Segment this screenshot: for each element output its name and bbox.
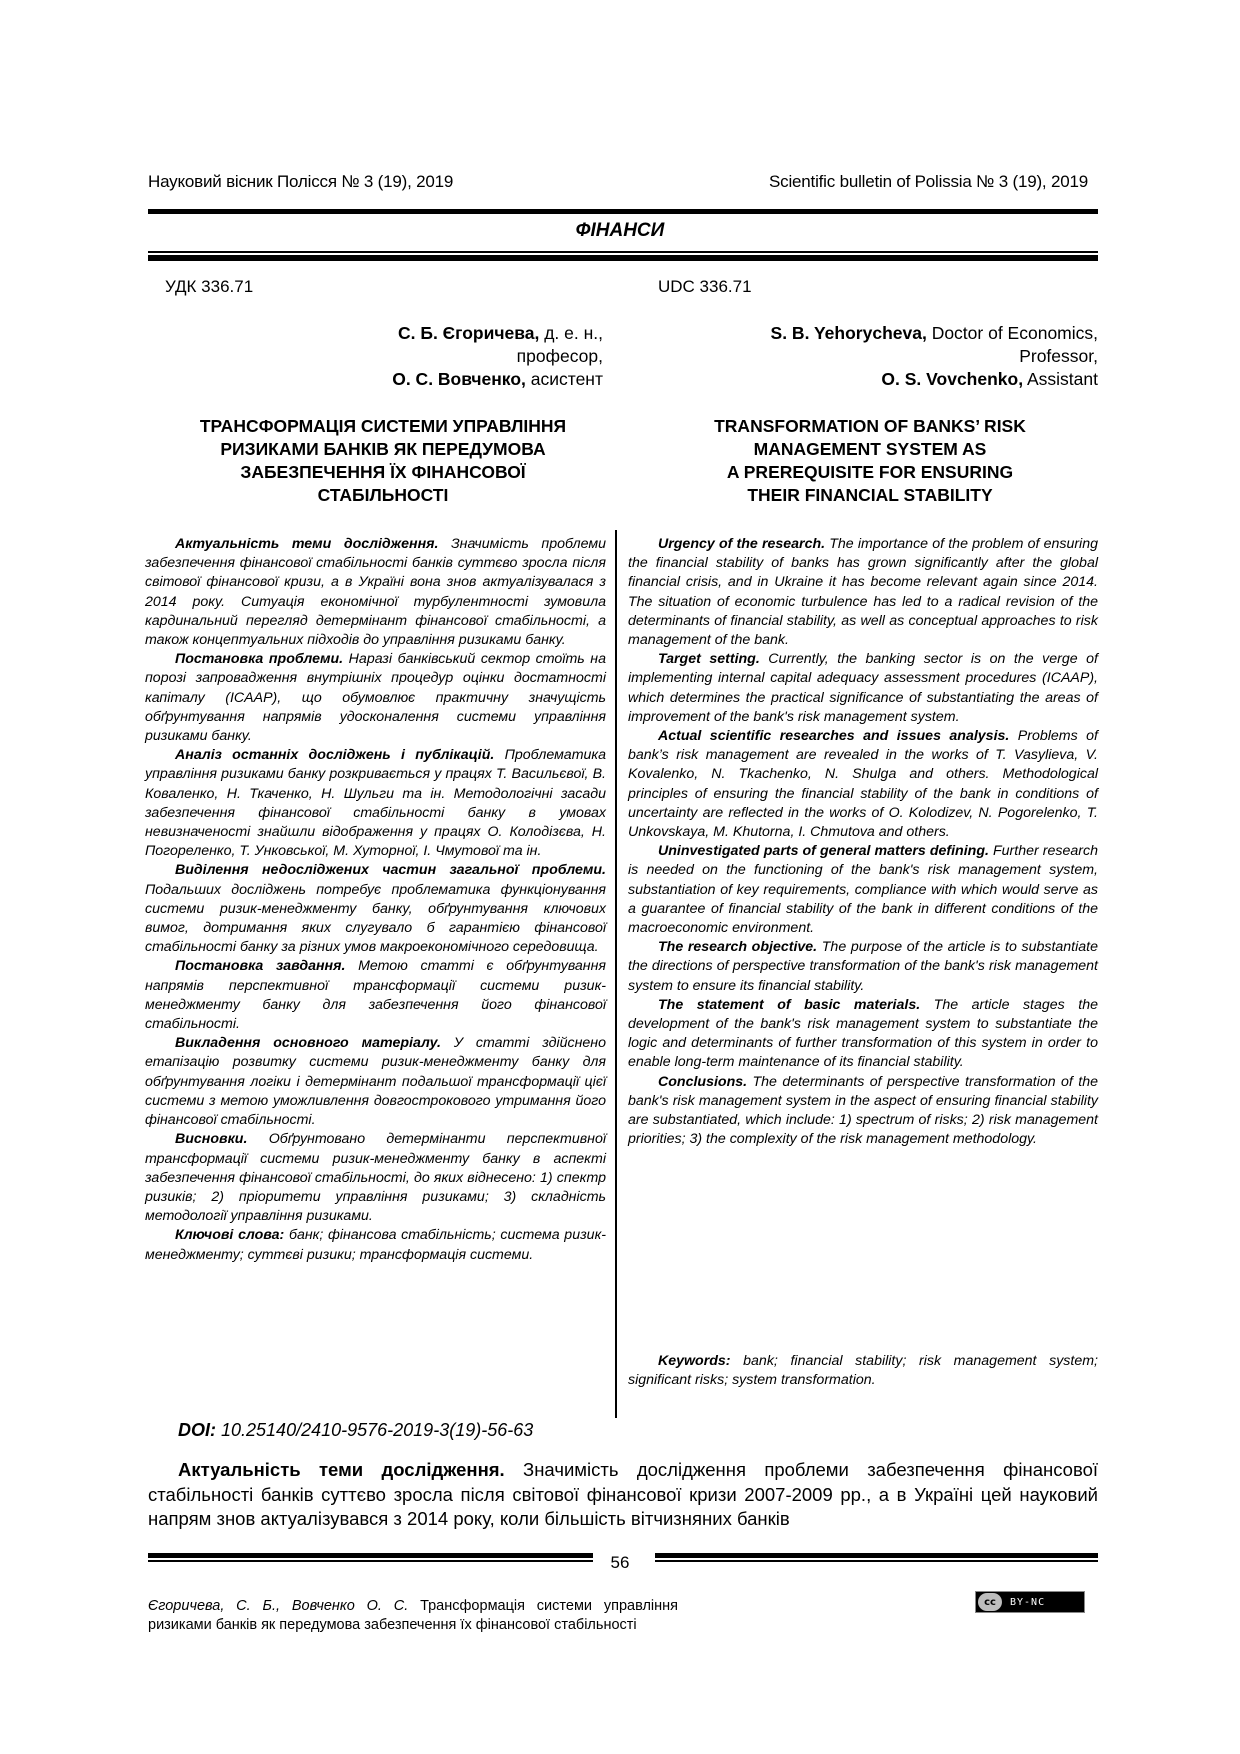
abstract-paragraph: Target setting. Currently, the banking sector is on the verge of implementing internal capital adequacy assessment procedures (ICAAP), which determines the practical significance of substantiating the areas of improvement of the bank's risk management system.: [628, 651, 1098, 725]
author-line: професор,: [516, 346, 603, 366]
abstract-paragraph: Uninvestigated parts of general matters defining. Further research is needed on the functioning of the bank's risk management system, substantiation of key requirements, compliance with which would serve as a guarantee of financial stability of the bank in different conditions of the macroeconomic environment.: [628, 843, 1098, 937]
author-line: S. B. Yehorycheva, Doctor of Economics,: [770, 323, 1098, 343]
abstract-paragraph: Actual scientific researches and issues analysis. Problems of bank’s risk management are revealed in the works of T. Vasylieva, V. Kovalenko, N. Tkachenko, N. Shulga and others. Methodological principles of ensuring the financial stability of the bank in conditions of uncertainty are reflected in the works of O. Kolodizev, N. Pogorelenko, T. Unkovskaya, M. Khutorna, I. Chmutova and others.: [628, 728, 1098, 841]
column-divider: [615, 530, 617, 1418]
authors-en: [640, 322, 1098, 391]
body-text: [148, 1458, 1098, 1532]
udc-en: UDC 336.71: [658, 277, 752, 296]
article-title-ua: ТРАНСФОРМАЦІЯ СИСТЕМИ УПРАВЛІННЯ РИЗИКАМИ БАНКІВ ЯК ПЕРЕДУМОВА ЗАБЕЗПЕЧЕННЯ ЇХ ФІНАНСОВОЇ СТАБІЛЬНОСТІ: [199, 416, 567, 505]
license-badge[interactable]: [975, 1591, 1085, 1613]
abstract-paragraph: Висновки. Обґрунтовано детермінанти перспективної трансформації системи ризик-менеджменту банку в аспекті забезпечення фінансової стабільності, до яких віднесено: 1) спектр ризиків; 2) пріоритети управління ризиками; 3) складність методології управління ризиками.: [145, 1131, 606, 1225]
body-paragraph: Актуальність теми дослідження. Значимість дослідження проблеми забезпечення фінансової стабільності банків суттєво зросла після світової фінансової кризи 2007-2009 рр., а в Україні цей науковий напрям знов актуалізувався з 2014 року, коли більшість вітчизняних банків: [148, 1459, 1098, 1529]
keywords-en: Keywords: bank; financial stability; risk management system; significant risks; system transformation.: [628, 1353, 1098, 1389]
abstract-paragraph: Conclusions. The determinants of perspective transformation of the bank's risk management system in the aspect of ensuring financial stability are substantiated, which include: 1) spectrum of risks; 2) risk management priorities; 3) the complexity of the risk management methodology.: [628, 1073, 1098, 1148]
keywords-ua: Ключові слова: банк; фінансова стабільність; система ризик-менеджменту; суттєві ризики; трансформація системи.: [145, 1227, 606, 1263]
running-head-right: Scientific bulletin of Polissia № 3 (19), 2019: [769, 172, 1088, 191]
abstract-paragraph: Актуальність теми дослідження. Значимість проблеми забезпечення фінансової стабільності банків суттєво зросла після світової фінансової кризи, а в Україні вона знов актуалізувалася з 2014 року. Ситуація економічної турбулентності зумовила кардинальний перегляд детермінант фінансової стабільності, а також концептуальних підходів до управління ризиками банку.: [145, 536, 606, 649]
abstract-paragraph: Постановка проблеми. Наразі банківський сектор стоїть на порозі запровадження внутрішніх процедур оцінки достатності капіталу (ICAAP), що обумовлює практичну значущість обґрунтування напрямів удосконалення системи управління ризиками банку.: [145, 651, 606, 745]
footer-rule-right: [655, 1553, 1098, 1563]
abstract-paragraph: Urgency of the research. The importance of the problem of ensuring the financial stability of banks has grown significantly after the global financial crisis, and in Ukraine it has become relevant again since 2014. The situation of economic turbulence has led to a radical revision of the determinants of financial stability, as well as conceptual approaches to risk management of the bank.: [628, 536, 1098, 649]
license-label: BY-NC: [1010, 1596, 1046, 1608]
creative-commons-icon: cc: [978, 1593, 1002, 1611]
author-line: O. S. Vovchenko, Assistant: [881, 369, 1098, 389]
abstract-ua: [145, 535, 606, 1265]
page-number: 56: [610, 1553, 630, 1572]
running-head-left: Науковий вісник Полісся № 3 (19), 2019: [148, 172, 454, 191]
abstract-paragraph: Виділення недосліджених частин загальної проблеми. Подальших досліджень потребує проблематика функціонування системи ризик-менеджменту банку, обґрунтування ключових вимог, дотримання яких слугувало б гарантією фінансової стабільності банку за різних умов макроекономічного середовища.: [145, 862, 606, 956]
section-rule-thin: [148, 251, 1098, 253]
section-title: ФІНАНСИ: [575, 220, 665, 241]
abstract-paragraph: Постановка завдання. Метою статті є обґрунтування напрямів перспективної трансформації системи ризик-менеджменту банку для забезпечення його фінансової стабільності.: [145, 958, 607, 1033]
abstract-paragraph: Аналіз останніх досліджень і публікацій. Проблематика управління ризиками банку розкривається у працях Т. Васильєвої, В. Коваленко, Н. Ткаченко, Н. Шульги та ін. Методологічні засади забезпечення фінансової стабільності банку в умовах невизначеності знайшли відображення у працях О. Колодізєва, Н. Погореленко, Т. Унковської, М. Хуторної, І. Чмутової та ін.: [145, 747, 606, 860]
abstract-en: [628, 535, 1098, 1150]
abstract-paragraph: The statement of basic materials. The article stages the development of the bank's risk management system to substantiate the logic and determinants of further transformation of this system in order to enable long-term maintenance of its financial stability.: [628, 996, 1098, 1071]
section-rule-thick: [148, 255, 1098, 261]
authors-ua: [148, 322, 603, 391]
udc-ua: УДК 336.71: [165, 277, 254, 296]
citation: Єгоричева, С. Б., Вовченко О. С. Трансформація системи управління ризиками банків як передумова забезпечення їх фінансової стабільності: [148, 1598, 678, 1633]
article-title-en: TRANSFORMATION OF BANKS’ RISK MANAGEMENT SYSTEM AS A PREREQUISITE FOR ENSURING THEIR FINANCIAL STABILITY: [714, 416, 1026, 505]
doi[interactable]: DOI: 10.25140/2410-9576-2019-3(19)-56-63: [178, 1420, 534, 1440]
header-rule: [148, 209, 1098, 214]
abstract-paragraph: The research objective. The purpose of the article is to substantiate the directions of perspective transformation of the bank's risk management system to ensure its financial stability.: [628, 939, 1098, 994]
author-line: С. Б. Єгоричева, д. е. н.,: [398, 323, 603, 343]
author-line: О. С. Вовченко, асистент: [392, 369, 603, 389]
abstract-paragraph: Викладення основного матеріалу. У статті здійснено етапізацію розвитку системи ризик-менеджменту банку для обґрунтування логіки і детермінант подальшої трансформації цієї системи з метою уможливлення довгострокового утримання його фінансової стабільності.: [145, 1035, 607, 1129]
author-line: Professor,: [1019, 346, 1098, 366]
